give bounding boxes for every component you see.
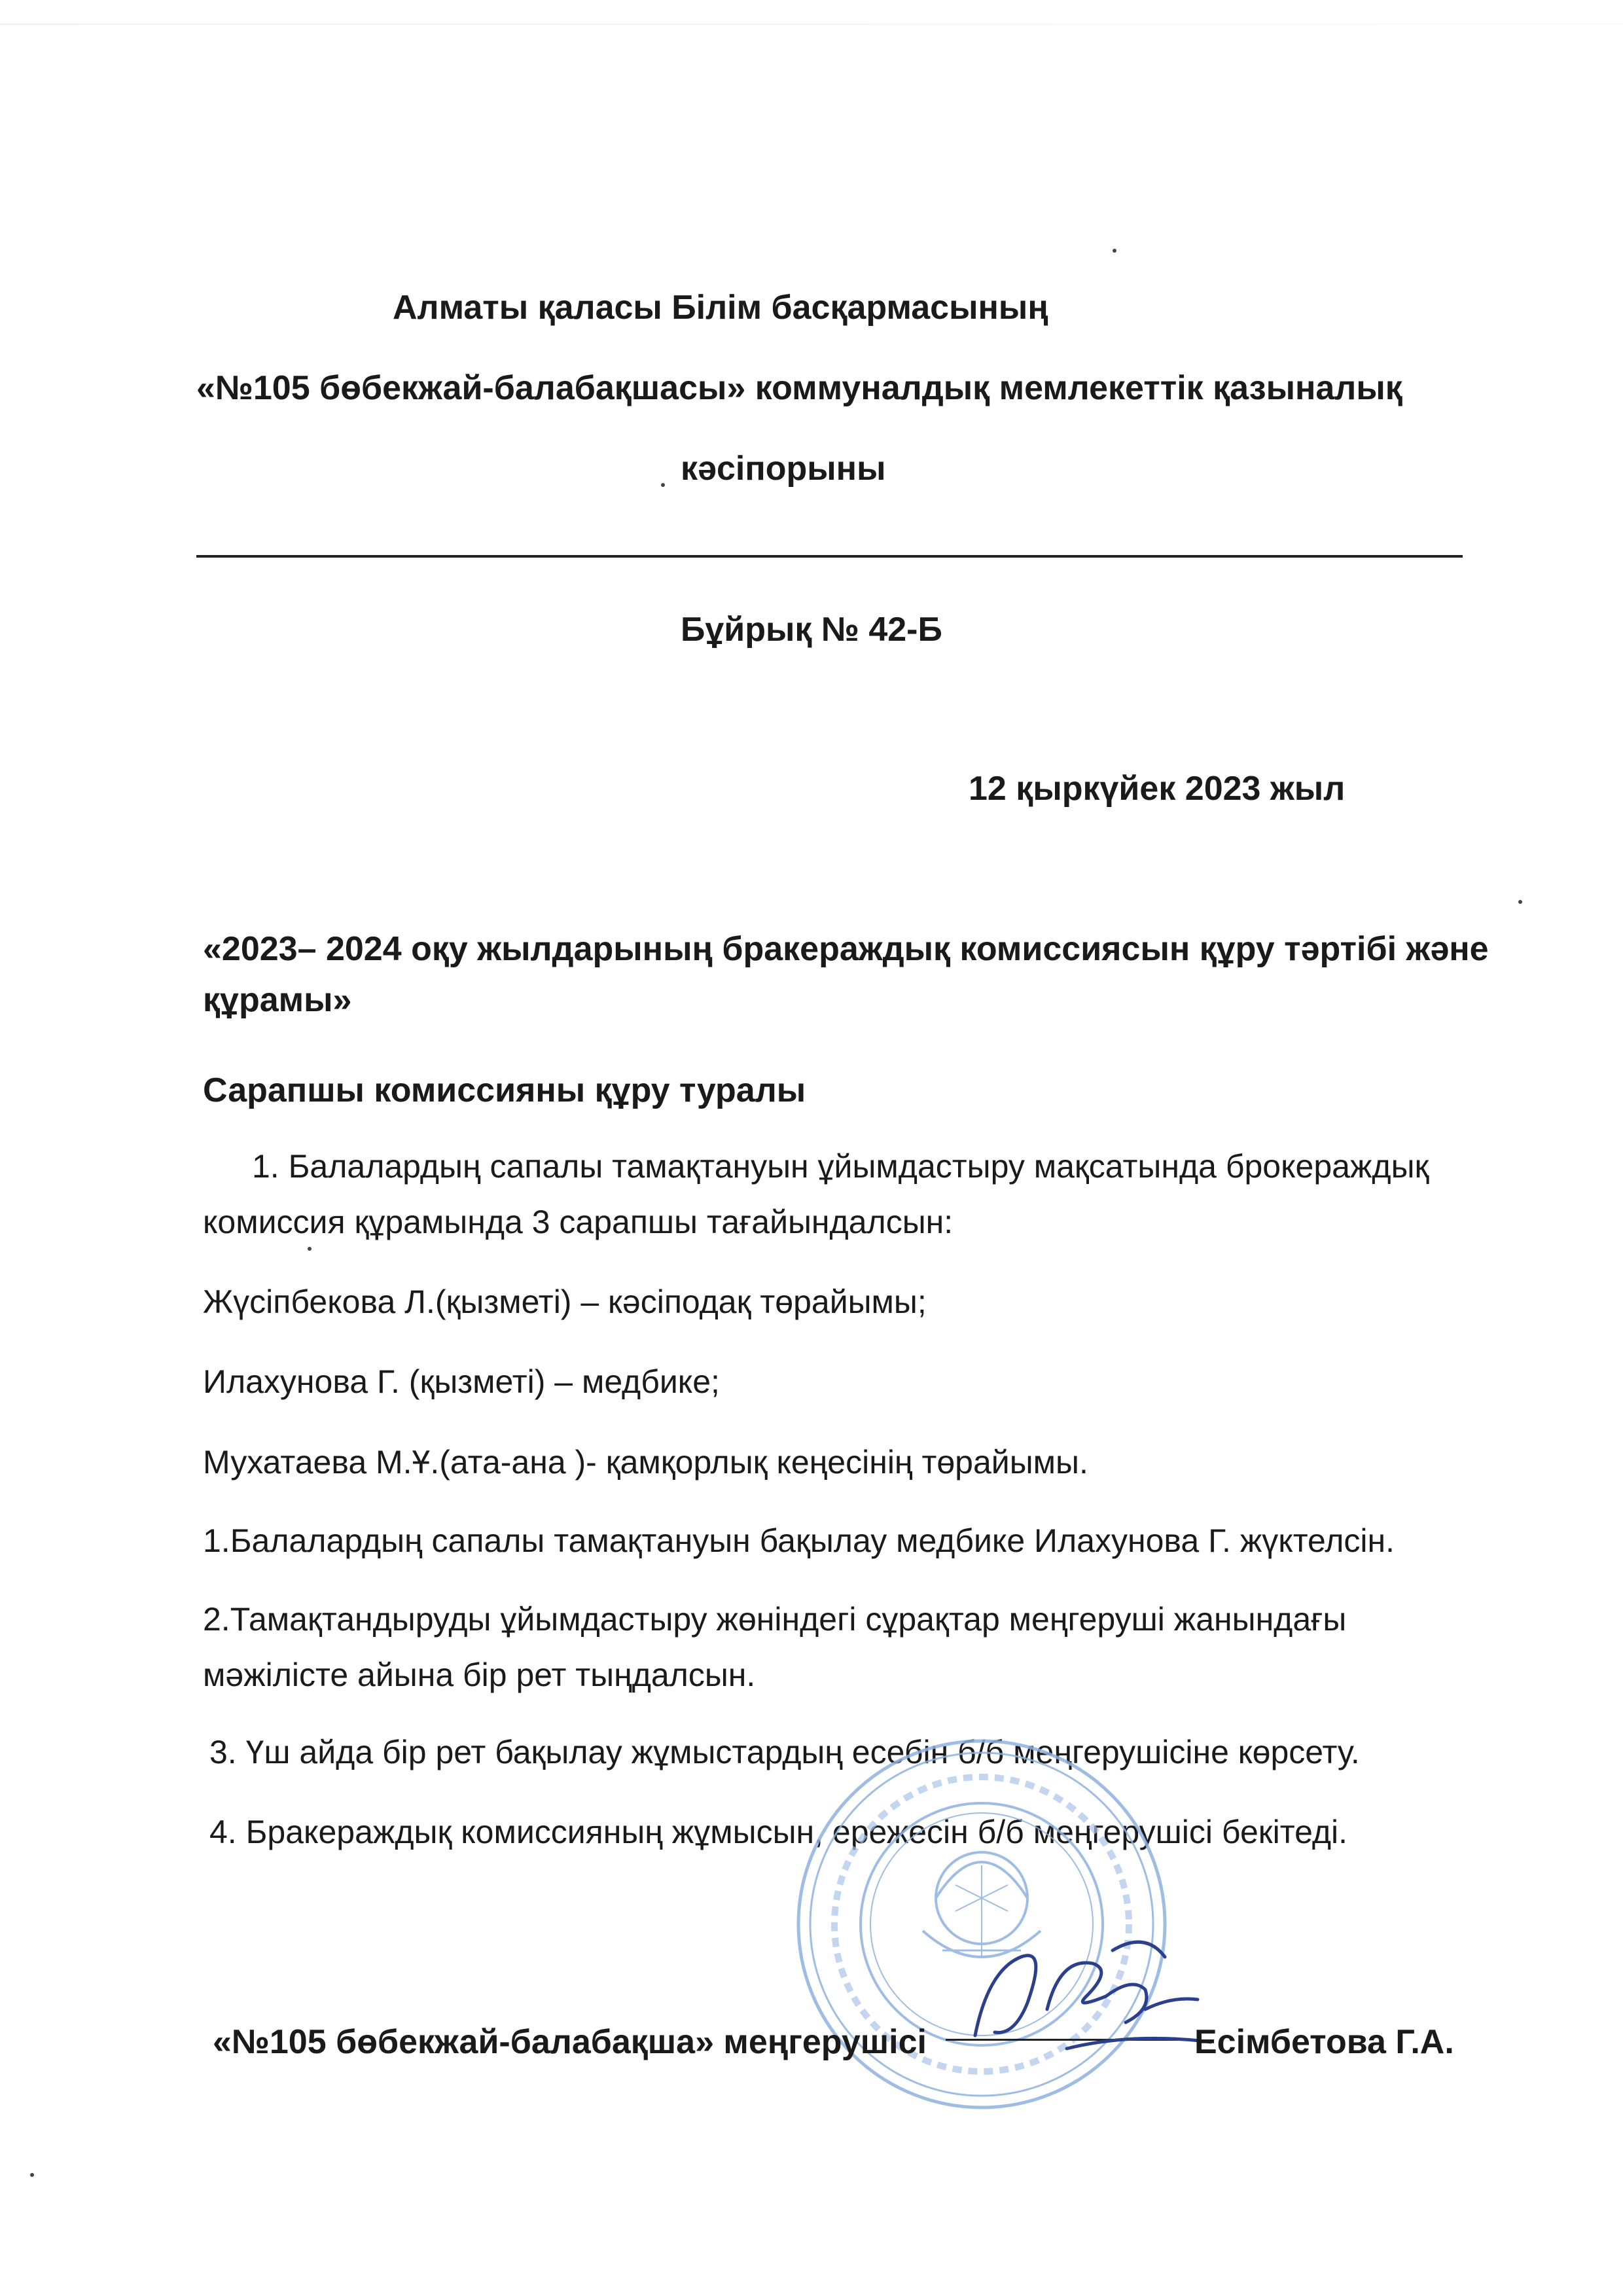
item-1: 1.Балалардың сапалы тамақтануын бақылау медбике Илахунова Г. жүктелсін. xyxy=(203,1522,1395,1559)
member-3: Мухатаева М.Ұ.(ата-ана )- қамқорлық кеңесінің төрайымы. xyxy=(203,1444,1088,1480)
paragraph-1-line-1: 1. Балалардың сапалы тамақтануын ұйымдастыру мақсатында брокераждық xyxy=(252,1148,1429,1185)
signatory-name: Есімбетова Г.А. xyxy=(1194,2023,1454,2061)
scan-speck xyxy=(661,483,665,487)
scan-edge xyxy=(0,24,1623,25)
subject-line-2: құрамы» xyxy=(203,981,352,1019)
member-2: Илахунова Г. (қызметі) – медбике; xyxy=(203,1363,720,1400)
subject-line-1: «2023– 2024 оқу жылдарының бракераждық комиссиясын құру тәртібі және xyxy=(203,930,1489,968)
scan-speck xyxy=(30,2173,34,2177)
header-line-2: «№105 бөбекжай-балабақшасы» коммуналдық мемлекеттік қазыналық xyxy=(196,369,1402,407)
item-3: 3. Үш айда бір рет бақылау жұмыстардың есебін б/б меңгерушісіне көрсету. xyxy=(209,1734,1360,1770)
scan-speck xyxy=(1518,900,1522,904)
scan-speck xyxy=(308,1247,312,1251)
header-line-1: Алматы қаласы Білім басқармасының xyxy=(393,289,1048,327)
section-title: Сарапшы комиссияны құру туралы xyxy=(203,1071,806,1109)
item-4: 4. Бракераждық комиссияның жұмысын, ережесін б/б меңгерушісі бекітеді. xyxy=(209,1814,1347,1850)
header-line-3: кәсіпорыны xyxy=(681,450,886,488)
item-2-line-2: мәжілісте айына бір рет тыңдалсын. xyxy=(203,1657,756,1693)
order-number: Бұйрық № 42-Б xyxy=(681,611,942,649)
header-divider xyxy=(196,555,1463,558)
paragraph-1-line-2: комиссия құрамында 3 сарапшы тағайындалсын: xyxy=(203,1204,954,1240)
item-2-line-1: 2.Тамақтандыруды ұйымдастыру жөніндегі сұрақтар меңгеруші жанындағы xyxy=(203,1601,1347,1638)
member-1: Жүсіпбекова Л.(қызметі) – кәсіподақ төрайымы; xyxy=(203,1283,927,1320)
order-date: 12 қыркүйек 2023 жыл xyxy=(969,770,1346,808)
handwritten-signature-icon xyxy=(949,1918,1224,2068)
signature-position: «№105 бөбекжай-балабақша» меңгерушісі xyxy=(213,2023,927,2061)
scan-speck xyxy=(1113,249,1116,253)
